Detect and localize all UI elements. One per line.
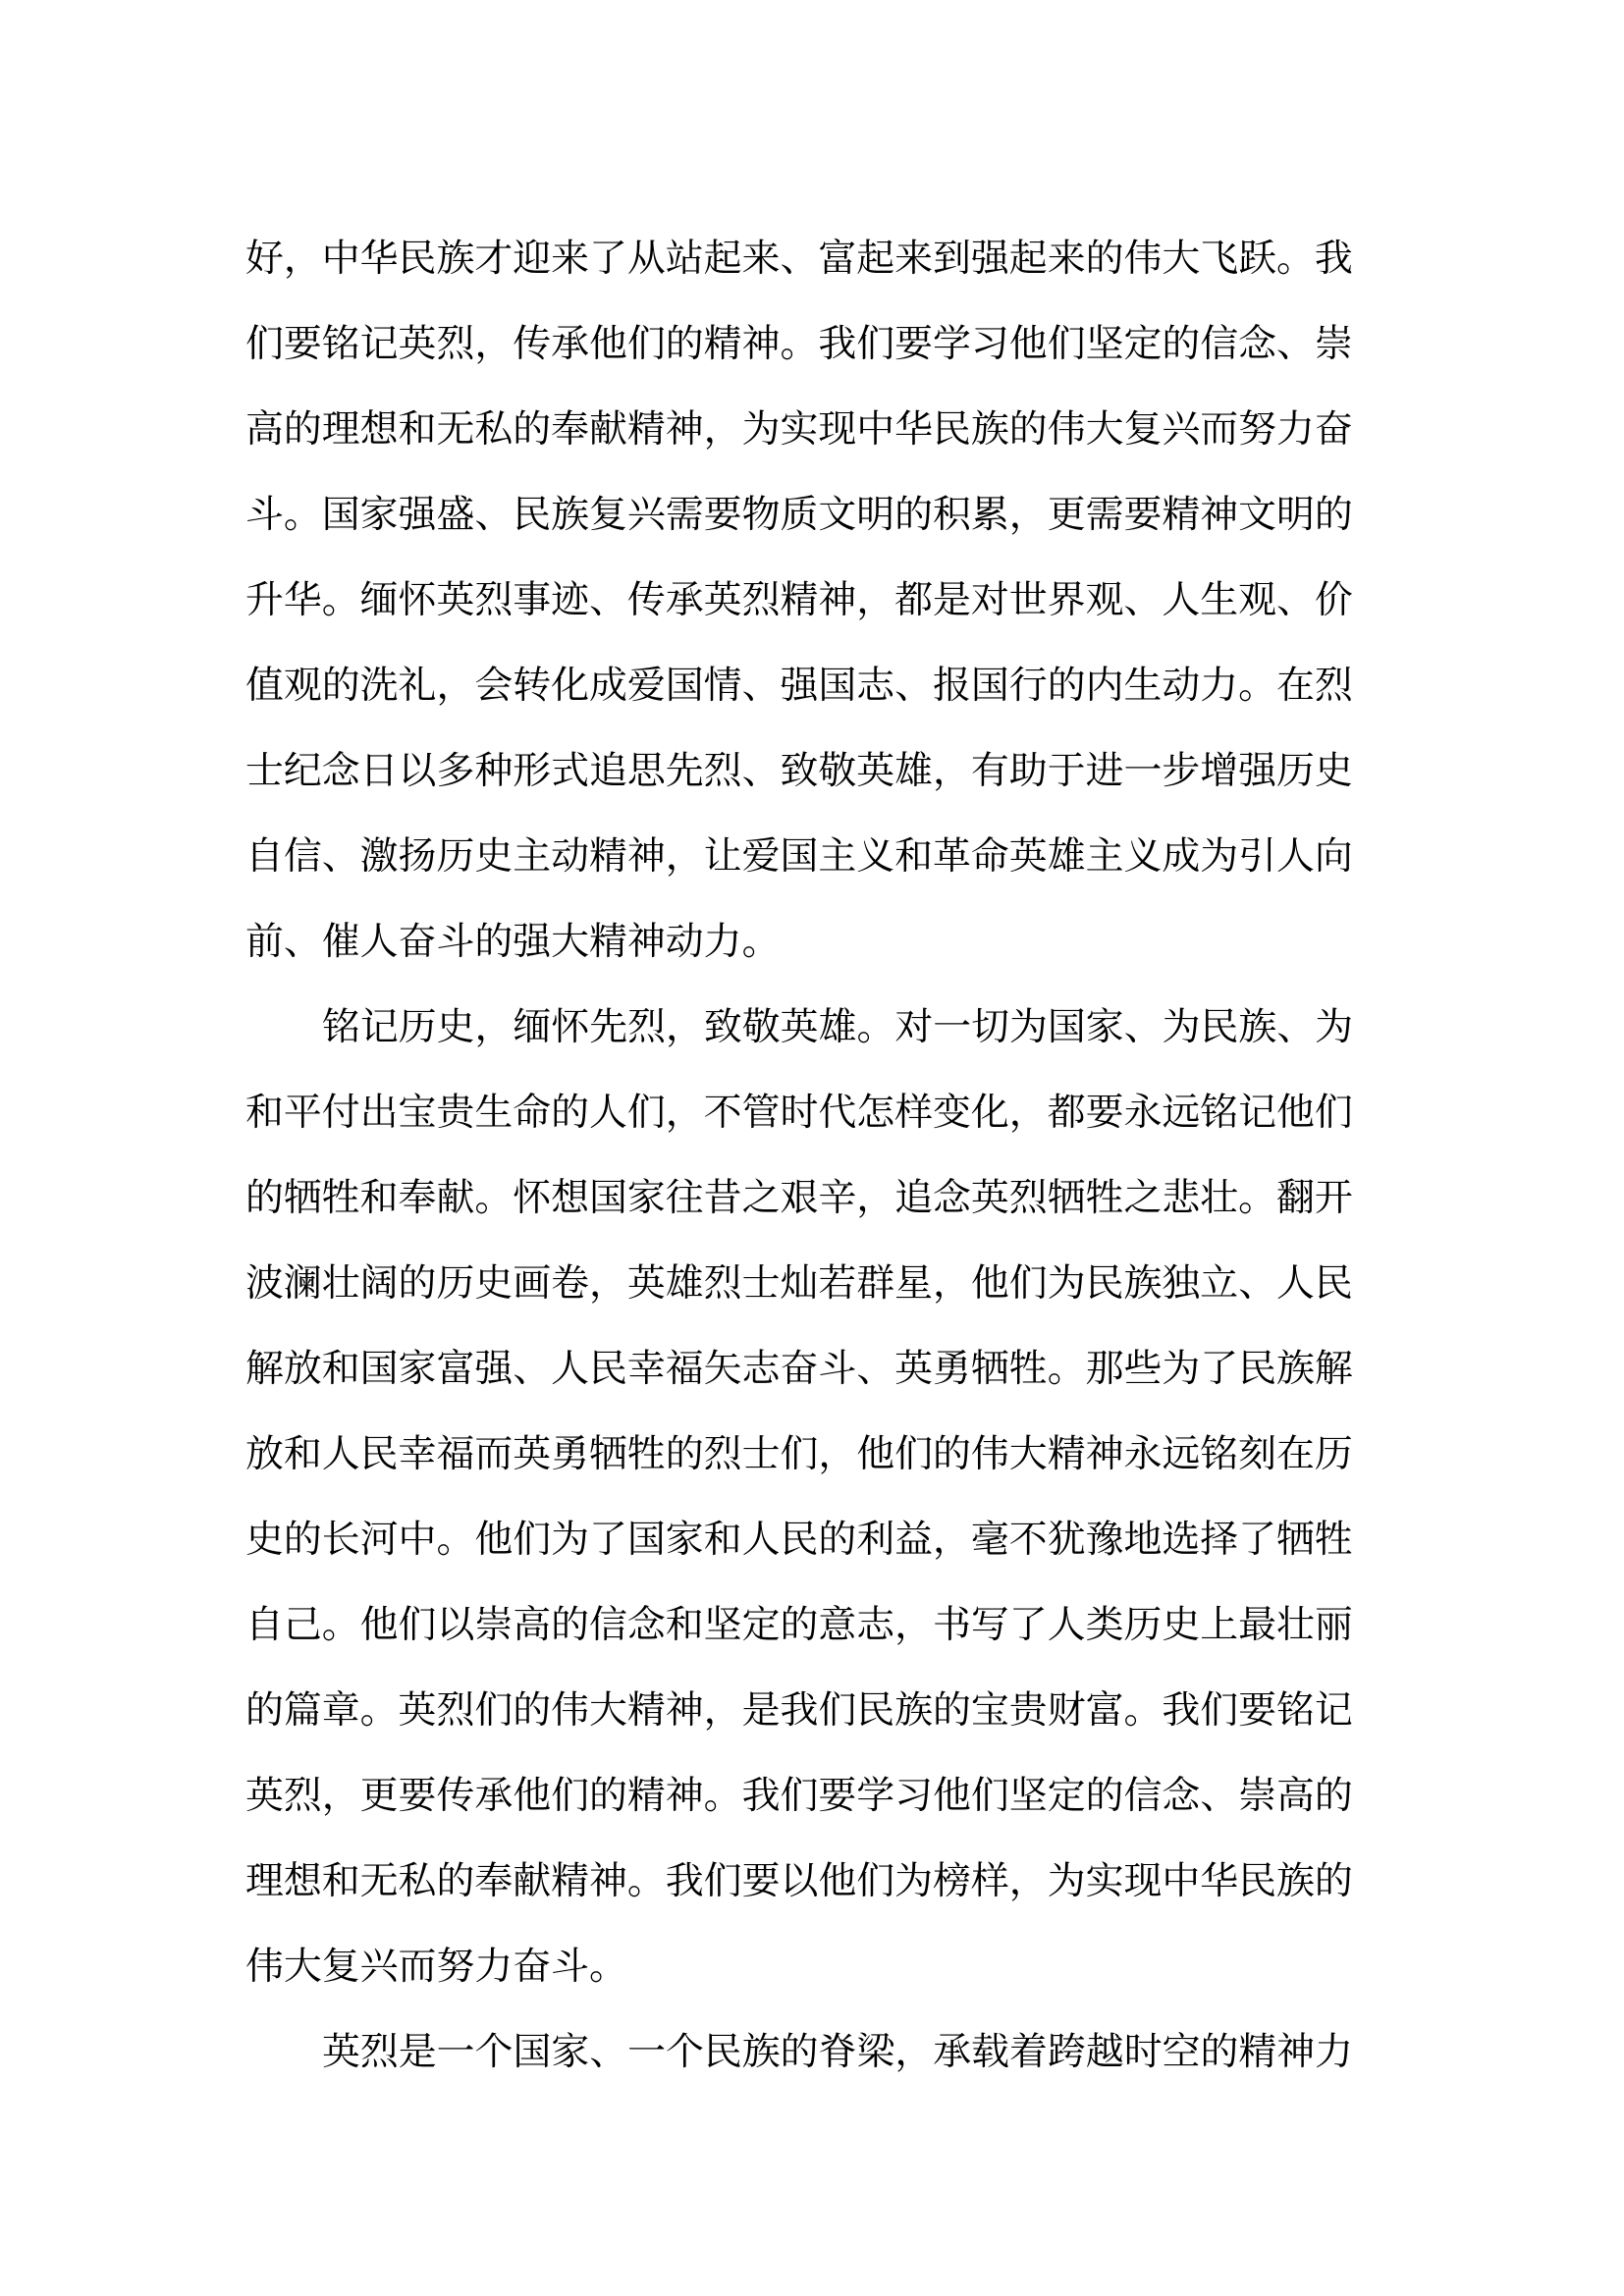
text-line: 铭记历史，缅怀先烈，致敬英雄。对一切为国家、为民族、为 — [322, 1005, 1354, 1049]
text-line: 们要铭记英烈，传承他们的精神。我们要学习他们坚定的信念、崇 — [245, 322, 1353, 366]
text-line: 波澜壮阔的历史画卷，英雄烈士灿若群星，他们为民族独立、人民 — [245, 1261, 1353, 1306]
text-line: 自信、激扬历史主动精神，让爱国主义和革命英雄主义成为引人向 — [245, 834, 1353, 879]
text-line: 英烈，更要传承他们的精神。我们要学习他们坚定的信念、崇高的 — [245, 1774, 1353, 1818]
text-line: 升华。缅怀英烈事迹、传承英烈精神，都是对世界观、人生观、价 — [245, 578, 1353, 622]
text-line: 放和人民幸福而英勇牺牲的烈士们，他们的伟大精神永远铭刻在历 — [245, 1432, 1353, 1476]
text-line: 伟大复兴而努力奋斗。 — [245, 1945, 627, 1989]
text-line: 的篇章。英烈们的伟大精神，是我们民族的宝贵财富。我们要铭记 — [245, 1688, 1353, 1733]
text-line: 斗。国家强盛、民族复兴需要物质文明的积累，更需要精神文明的 — [245, 493, 1353, 537]
text-line: 的牺牲和奉献。怀想国家往昔之艰辛，追念英烈牺牲之悲壮。翻开 — [245, 1176, 1353, 1220]
text-line: 史的长河中。他们为了国家和人民的利益，毫不犹豫地选择了牺牲 — [245, 1518, 1353, 1562]
document-page — [245, 216, 1355, 2095]
text-line: 解放和国家富强、人民幸福矢志奋斗、英勇牺牲。那些为了民族解 — [245, 1347, 1353, 1391]
text-line: 前、催人奋斗的强大精神动力。 — [245, 920, 781, 964]
text-line: 英烈是一个国家、一个民族的脊梁，承载着跨越时空的精神力 — [322, 2030, 1354, 2074]
text-line: 士纪念日以多种形式追思先烈、致敬英雄，有助于进一步增强历史 — [245, 749, 1353, 793]
text-line: 好，中华民族才迎来了从站起来、富起来到强起来的伟大飞跃。我 — [245, 237, 1353, 281]
text-line: 自己。他们以崇高的信念和坚定的意志，书写了人类历史上最壮丽 — [245, 1603, 1353, 1647]
paragraph-2 — [245, 985, 1355, 2009]
text-line: 和平付出宝贵生命的人们，不管时代怎样变化，都要永远铭记他们 — [245, 1091, 1353, 1135]
text-line: 高的理想和无私的奉献精神，为实现中华民族的伟大复兴而努力奋 — [245, 407, 1353, 452]
paragraph-1 — [245, 216, 1355, 985]
text-line: 值观的洗礼，会转化成爱国情、强国志、报国行的内生动力。在烈 — [245, 664, 1353, 708]
text-line: 理想和无私的奉献精神。我们要以他们为榜样，为实现中华民族的 — [245, 1859, 1353, 1903]
paragraph-3 — [245, 2009, 1355, 2095]
